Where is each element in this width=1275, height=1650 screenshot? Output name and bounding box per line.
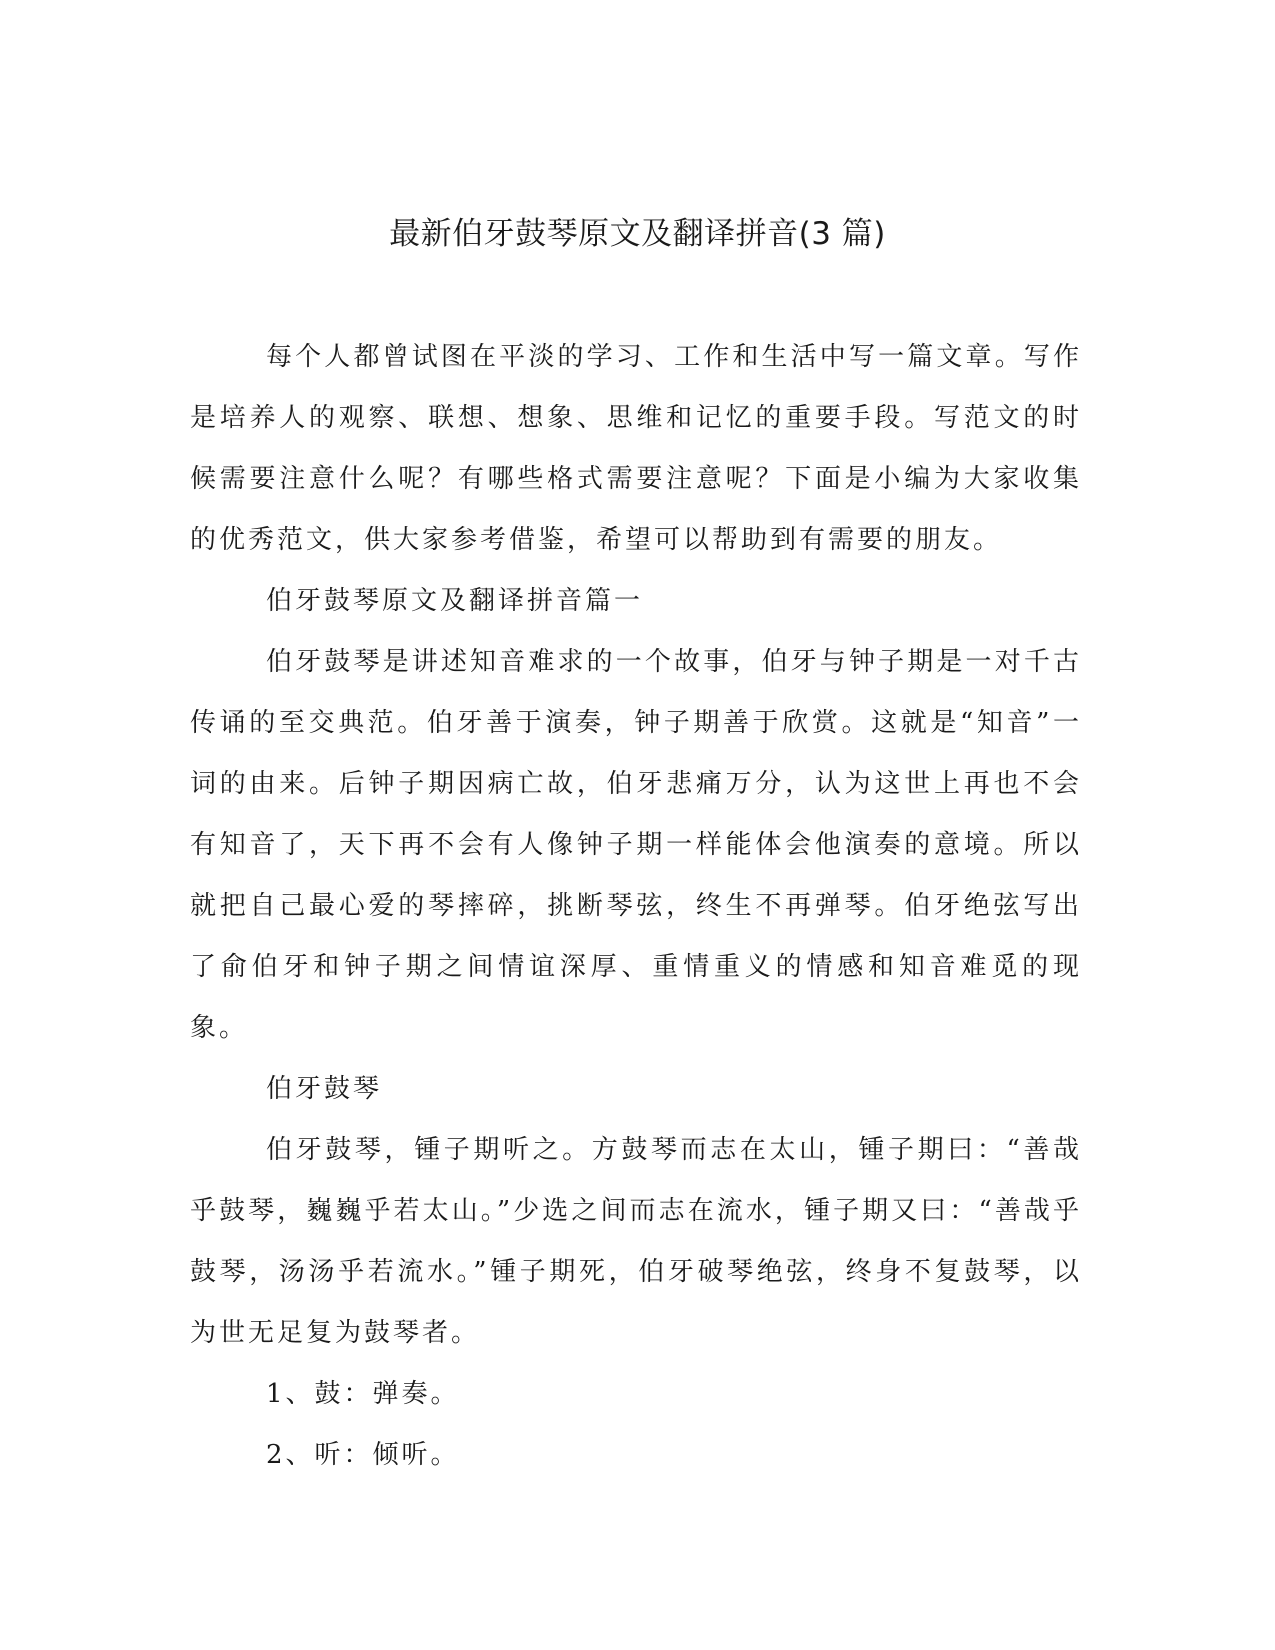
note-item: 1、鼓：弹奏。: [266, 1379, 460, 1409]
document-title: 最新伯牙鼓琴原文及翻译拼音(3 篇): [389, 216, 886, 252]
document-body: [190, 327, 1082, 1486]
intro-paragraph: 每个人都曾试图在平淡的学习、工作和生活中写一篇文章。写作是培养人的观察、联想、想象、思维和记忆的重要手段。写范文的时候需要注意什么呢？有哪些格式需要注意呢？下面是小编为大家收集的优秀范文，供大家参考借鉴，希望可以帮助到有需要的朋友。: [190, 342, 1082, 555]
original-text-heading: 伯牙鼓琴: [266, 1074, 383, 1104]
note-item: 2、听：倾听。: [266, 1440, 460, 1470]
original-text-paragraph: 伯牙鼓琴，锺子期听之。方鼓琴而志在太山，锺子期曰：“善哉乎鼓琴，巍巍乎若太山。”少选之间而志在流水，锺子期又曰：“善哉乎鼓琴，汤汤乎若流水。”锺子期死，伯牙破琴绝弦，终身不复鼓琴，以为世无足复为鼓琴者。: [190, 1135, 1082, 1348]
story-paragraph: 伯牙鼓琴是讲述知音难求的一个故事，伯牙与钟子期是一对千古传诵的至交典范。伯牙善于演奏，钟子期善于欣赏。这就是“知音”一词的由来。后钟子期因病亡故，伯牙悲痛万分，认为这世上再也不会有知音了，天下再不会有人像钟子期一样能体会他演奏的意境。所以就把自己最心爱的琴摔碎，挑断琴弦，终生不再弹琴。伯牙绝弦写出了俞伯牙和钟子期之间情谊深厚、重情重义的情感和知音难觅的现象。: [190, 647, 1082, 1043]
section-heading: 伯牙鼓琴原文及翻译拼音篇一: [266, 586, 644, 616]
